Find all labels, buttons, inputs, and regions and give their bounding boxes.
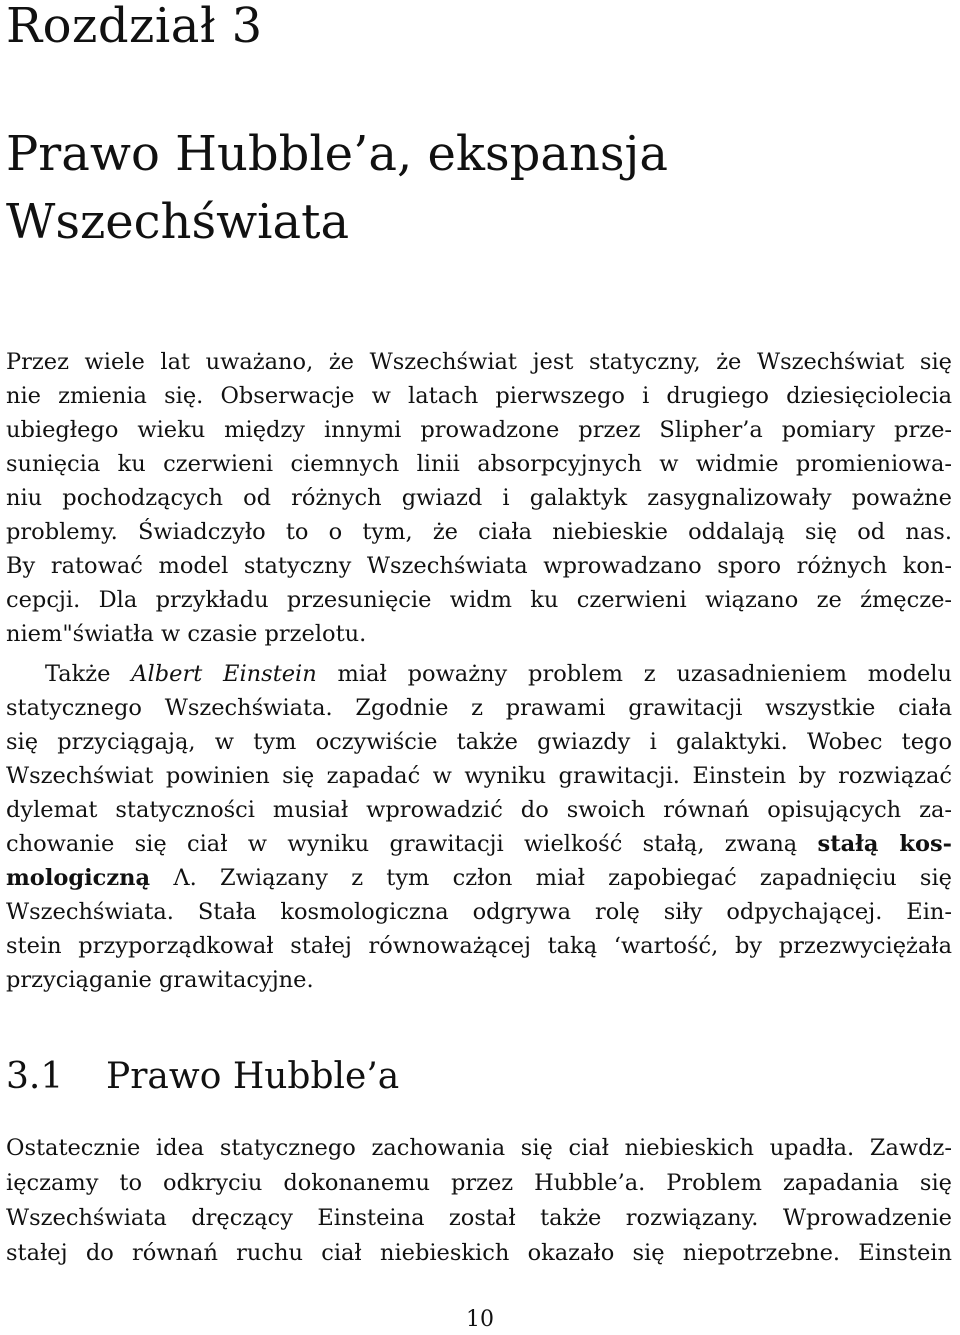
text-line: By ratować model statyczny Wszechświata wprowadzano sporo różnych kon- <box>6 553 952 579</box>
text-line <box>6 863 952 893</box>
text-line: problemy. Świadczyło to o tym, że ciała niebieskie oddalają się od nas. <box>6 519 952 545</box>
person-name: Albert Einstein <box>131 661 317 687</box>
chapter-title <box>6 120 936 256</box>
text-line: statycznego Wszechświata. Zgodnie z prawami grawitacji wszystkie ciała <box>6 695 952 721</box>
section-number: 3.1 <box>6 1056 64 1097</box>
text-run: miał poważny problem z uzasadnieniem modelu <box>316 661 952 687</box>
text-line: cepcji. Dla przykładu przesunięcie widm ku czerwieni wiązano ze źmęcze- <box>6 587 952 613</box>
text-line: stein przyporządkował stałej równoważącej taką ‘wartość, by przezwyciężała <box>6 933 952 959</box>
text-line: Wszechświata dręczący Einsteina został także rozwiązany. Wprowadzenie <box>6 1205 952 1231</box>
text-line: Wszechświat powinien się zapadać w wyniku grawitacji. Einstein by rozwiązać <box>6 763 952 789</box>
chapter-title-line-2: Wszechświata <box>6 194 350 250</box>
text-line: ubiegłego wieku między innymi prowadzone przez Slipher’a pomiary prze- <box>6 417 952 443</box>
text-line: dylemat statyczności musiał wprowadzić do swoich równań opisujących za- <box>6 797 952 823</box>
text-line: przyciąganie grawitacyjne. <box>6 967 314 993</box>
text-line: niem"światła w czasie przelotu. <box>6 621 367 647</box>
text-line: Ostatecznie idea statycznego zachowania się ciał niebieskich upadła. Zawdz- <box>6 1135 952 1161</box>
text-line: Przez wiele lat uważano, że Wszechświat jest statyczny, że Wszechświat się <box>6 349 952 375</box>
text-line: nie zmienia się. Obserwacje w latach pierwszego i drugiego dziesięciolecia <box>6 383 952 409</box>
lambda-symbol: Λ. <box>150 865 197 891</box>
text-line <box>45 659 952 689</box>
chapter-title-line-1: Prawo Hubble’a, ekspansja <box>6 126 668 182</box>
page-number: 10 <box>466 1307 494 1332</box>
text-run: Także <box>45 661 132 687</box>
text-run: chowanie się ciał w wyniku grawitacji wielkość stałą, zwaną <box>6 831 818 857</box>
text-line: stałej do równań ruchu ciał niebieskich okazało się niepotrzebne. Einstein <box>6 1240 952 1266</box>
defined-term: mologiczną <box>6 865 151 891</box>
defined-term: stałą kos- <box>817 831 952 857</box>
text-line: niu pochodzących od różnych gwiazd i galaktyk zasygnalizowały poważne <box>6 485 952 511</box>
section-title: Prawo Hubble’a <box>106 1056 400 1097</box>
text-run: Związany z tym człon miał zapobiegać zapadnięciu się <box>196 865 952 891</box>
section-heading <box>6 1052 399 1102</box>
text-line: Wszechświata. Stała kosmologiczna odgrywa rolę siły odpychającej. Ein- <box>6 899 952 925</box>
text-line: sunięcia ku czerwieni ciemnych linii absorpcyjnych w widmie promieniowa- <box>6 451 952 477</box>
chapter-label: Rozdział 3 <box>6 0 263 54</box>
text-line <box>6 829 952 859</box>
text-line: ięczamy to odkryciu dokonanemu przez Hubble’a. Problem zapadania się <box>6 1170 952 1196</box>
text-line: się przyciągają, w tym oczywiście także gwiazdy i galaktyki. Wobec tego <box>6 729 952 755</box>
